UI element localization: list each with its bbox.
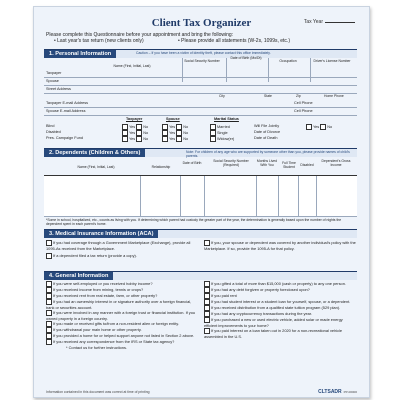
general-question[interactable]	[46, 299, 198, 310]
personal-info-grid	[44, 70, 357, 130]
no-label: No	[183, 137, 189, 141]
question-text: If you had any cryptocurrency transactions during the year.	[211, 311, 312, 317]
tax-year-line	[325, 22, 355, 23]
yes-label: Yes	[129, 137, 136, 141]
general-right-column	[204, 281, 356, 339]
question-text: If you purchased a new or used electric vehicle, added solar or made energy efficient improvements to your home?	[204, 317, 343, 328]
general-question[interactable]	[204, 328, 356, 339]
dep-col-ssn: Social Security Number (Required)	[213, 159, 249, 167]
checkbox[interactable]	[210, 136, 216, 142]
col-city: City	[219, 94, 225, 98]
taxpayer-campaign-options[interactable]	[122, 136, 148, 142]
question-text: If you received rent from real estate, farm, or other property?	[53, 293, 158, 299]
divider	[140, 176, 141, 216]
single-label: Single	[217, 131, 228, 135]
taxpayer-email-label: Taxpayer E-mail Address	[46, 101, 88, 105]
section-general-header	[44, 271, 357, 280]
checkbox[interactable]	[122, 136, 128, 142]
checkbox[interactable]	[162, 136, 168, 142]
tax-year-field[interactable]	[304, 19, 355, 25]
section-3-title: 3. Medical Insurance Information (ACA)	[44, 230, 158, 238]
spouse-label: Spouse	[46, 79, 59, 83]
question-text: If you were involved in any manner with a foreign trust or financial institution. If you owned property in a foreign country.	[46, 310, 196, 321]
intro-bullet-1: • Last year's tax return (new clients only)	[54, 38, 144, 44]
intro-bullet-2: • Please provide all statements (W-2s, 1099s, etc.)	[178, 38, 290, 44]
col-state: State	[264, 94, 272, 98]
taxpayer-email-row[interactable]	[44, 100, 357, 108]
col-home-phone: Home Phone	[324, 94, 344, 98]
street-address-label: Street Address	[46, 87, 71, 91]
no-label: No	[143, 131, 149, 135]
question-text: If you received any correspondence from the IRS or State tax agency?	[53, 339, 175, 345]
question-text: If you had any debt forgiven or property foreclosed upon?	[211, 287, 310, 293]
married-label: Married	[217, 125, 230, 129]
street-address-row[interactable]	[44, 86, 357, 94]
death-date-label: Date of Death	[254, 136, 278, 140]
blind-label: Blind	[46, 124, 55, 128]
dep-col-relationship: Relationship	[151, 165, 171, 169]
dep-col-dob: Date of Birth	[182, 161, 202, 165]
dep-col-student: Full Time Student	[282, 161, 296, 169]
marital-status-head: Marital Status	[214, 117, 239, 121]
divider	[278, 176, 279, 216]
spouse-campaign-options[interactable]	[162, 136, 188, 142]
question-text: If you paid interest on a loan taken out in 2020 for a non-recreational vehicle assembled in the U.S.	[204, 328, 343, 339]
question-text: If you were self-employed or you received hobby income?	[53, 281, 153, 287]
checkbox[interactable]	[46, 253, 52, 259]
question-text: If you received income from mining, tennis or crops?	[53, 287, 144, 293]
no-label: No	[183, 125, 189, 129]
divider	[180, 176, 181, 216]
question-text: If you had an ownership interest in or signature authority over a foreign financial, bank or securities account.	[46, 299, 192, 310]
section-1-note: Caution – If you have been a victim of identity theft, please contact this office immediately.	[136, 51, 271, 55]
checkbox[interactable]	[136, 136, 142, 142]
checkbox[interactable]	[306, 124, 312, 130]
col-name: Name (First, Initial, Last)	[113, 64, 151, 68]
medical-right-column	[204, 240, 356, 251]
yes-label: Yes	[169, 137, 176, 141]
question-text: If you had coverage through a Government Marketplace (Exchange), provide all 1095-As received from the Marketplace.	[46, 240, 191, 251]
no-label: No	[183, 131, 189, 135]
question-text: If a dependent filed a tax return (provide a copy).	[53, 253, 137, 259]
col-zip: Zip	[296, 94, 301, 98]
medical-question[interactable]	[204, 240, 356, 251]
dependents-table	[44, 175, 357, 216]
section-personal-info-header	[44, 49, 357, 58]
dependents-footnote: *Some in school, hospitalized, etc., counts as living with you. If determining which parent had custody the greater part of the year, the determination is generally based upon the number of nights the dependent spent in each parent's home.	[46, 218, 342, 226]
col-ssn: Social Security Number	[184, 59, 220, 63]
brand-code: PP-00000	[343, 390, 357, 394]
status-taxpayer-head: Taxpayer	[126, 117, 143, 121]
divider	[310, 58, 311, 82]
divider	[316, 176, 317, 216]
section-1-title: 1. Personal Information	[44, 50, 116, 58]
dep-col-income: Dependent's Gross Income	[321, 159, 351, 167]
general-left-column	[46, 281, 198, 350]
dep-col-disabled: Disabled	[300, 163, 314, 167]
contact-note: * Contact us for further instructions.	[66, 345, 127, 350]
yes-label: Yes	[129, 125, 136, 129]
section-4-title: 4. General Information	[44, 272, 113, 280]
question-text: If you provided a home for or helped support anyone not listed in Section 2 above.	[53, 333, 195, 339]
question-text: If you gifted a total of more than $15,000 (cash or property) to any one person.	[211, 281, 346, 287]
footer-text: Information contained in this document was correct at time of printing	[46, 390, 150, 394]
brand-logo	[318, 389, 357, 395]
intro-block	[46, 32, 290, 44]
spouse-email-row[interactable]	[44, 108, 357, 116]
col-occupation: Occupation	[279, 59, 297, 63]
section-dependents-header	[44, 148, 357, 157]
medical-question[interactable]	[46, 253, 198, 259]
section-2-note: Note: For children of any age who are supported by someone other than you, please provide names of child's parents.	[186, 150, 350, 158]
question-text: If you withdrawal your main home or other property.	[53, 327, 142, 333]
question-text: If you received distribution from a qualified state tuition program (529 plan).	[211, 305, 341, 311]
general-question[interactable]	[204, 317, 356, 328]
tax-organizer-form	[33, 6, 370, 398]
spouse-cell-label: Cell Phone	[294, 109, 313, 113]
divider	[226, 58, 227, 82]
file-jointly-options[interactable]	[306, 124, 332, 130]
section-2-title: 2. Dependents (Children & Others)	[44, 149, 145, 157]
brand-name: CLTSADR	[318, 389, 342, 395]
status-spouse-head: Spouse	[166, 117, 180, 121]
question-text: If you made or received gifts to/from a non-resident alien or foreign entity.	[53, 321, 180, 327]
divider	[268, 58, 269, 82]
yes-label: Yes	[169, 125, 176, 129]
dep-col-name: Name (First, Initial, Last)	[77, 165, 115, 169]
dependent-row[interactable]	[44, 208, 357, 217]
section-medical-header	[44, 229, 357, 238]
checkbox[interactable]	[176, 136, 182, 142]
question-text: If you had student interest or a student loan for yourself, spouse, or a dependent.	[211, 299, 351, 305]
dep-col-months: Months Lived With You	[256, 159, 278, 167]
taxpayer-label: Taxpayer	[46, 71, 62, 75]
yes-label: Yes	[129, 131, 136, 135]
col-drivers-license: Driver's License Number	[313, 59, 351, 63]
yes-label: Yes	[169, 131, 176, 135]
campaign-fund-label: Pres. Campaign Fund	[46, 136, 83, 140]
no-label: No	[143, 137, 149, 141]
checkbox[interactable]	[320, 124, 326, 130]
taxpayer-cell-label: Cell Phone	[294, 101, 313, 105]
no-label: No	[327, 125, 333, 129]
file-jointly-label: Will File Jointly	[254, 124, 280, 128]
general-question[interactable]	[46, 310, 198, 321]
question-text: If you paid rent	[211, 293, 237, 299]
disabled-label: Disabled	[46, 130, 61, 134]
divorce-date-label: Date of Divorce	[254, 130, 281, 134]
widow-option[interactable]	[210, 136, 234, 142]
form-title: Client Tax Organizer	[151, 17, 252, 29]
spouse-email-label: Spouse E-mail Address	[46, 109, 86, 113]
medical-question[interactable]	[46, 240, 198, 251]
medical-left-column	[46, 240, 198, 259]
divider	[204, 176, 205, 216]
divider	[298, 176, 299, 216]
yes-label: Yes	[313, 125, 320, 129]
tax-year-label: Tax Year	[303, 19, 323, 25]
divider	[256, 176, 257, 216]
divider	[182, 58, 183, 82]
no-label: No	[143, 125, 149, 129]
widow-label: Widow(er)	[217, 137, 235, 141]
intro-heading: Please complete this Questionnaire before your appointment and bring the following:	[46, 32, 234, 38]
question-text: If you, your spouse or dependent was covered by another individual's policy with the Marketplace. If so, provide the 1095-A for that policy.	[204, 240, 356, 251]
col-dob: Date of Birth (Mo/Dt)	[230, 56, 262, 60]
